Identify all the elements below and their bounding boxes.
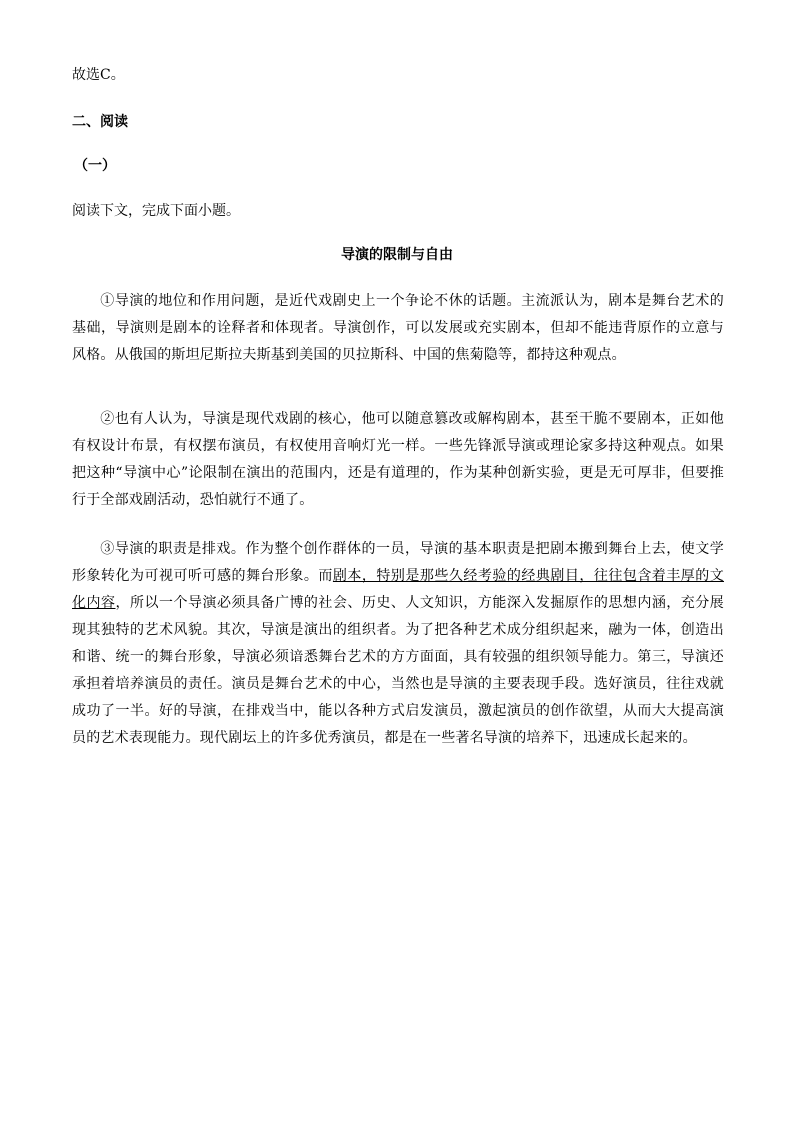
instruction-text: 阅读下文，完成下面小题。 [72, 203, 240, 219]
answer-line: 故选C。 [72, 67, 125, 83]
sub-heading: （一） [74, 158, 116, 174]
paragraph-1-text: ①导演的地位和作用问题，是近代戏剧史上一个争论不休的话题。主流派认为，剧本是舞台艺术的基础，导演则是剧本的诠释者和体现者。导演创作，可以发展或充实剧本，但却不能违背原作的立意与风格。从俄国的斯坦尼斯拉夫斯基到美国的贝拉斯科、中国的焦菊隐等，都持这种观点。 [72, 293, 724, 363]
article-paragraph-1 [72, 288, 724, 369]
paragraph-2-text: ②也有人认为，导演是现代戏剧的核心，他可以随意篡改或解构剧本，甚至干脆不要剧本，正如他有权设计布景，有权摆布演员，有权使用音响灯光一样。一些先锋派导演或理论家多持这种观点。如果把这种“导演中心”论限制在演出的范围内，还是有道理的，作为某种创新实验，更是无可厚非，但要推行于全部戏剧活动，恐怕就行不通了。 [72, 411, 724, 508]
paragraph-3-text-end: ，所以一个导演必须具备广博的社会、历史、人文知识，方能深入发掘原作的思想内涵，充分展现其独特的艺术风貌。其次，导演是演出的组织者。为了把各种艺术成分组织起来，融为一体，创造出和谐、统一的舞台形象，导演必须谙悉舞台艺术的方方面面，具有较强的组织领导能力。第三，导演还承担着培养演员的责任。演员是舞台艺术的中心，当然也是导演的主要表现手段。选好演员，往往戏就成功了一半。好的导演，在排戏当中，能以各种方式启发演员，激起演员的创作欲望，从而大大提高演员的艺术表现能力。现代剧坛上的许多优秀演员，都是在一些著名导演的培养下，迅速成长起来的。 [72, 595, 724, 746]
article-paragraph-2 [72, 406, 724, 514]
section-heading: 二、阅读 [72, 114, 128, 130]
paragraph-3-underlined-sentence: 剧本，特别是那些久经考验的经典剧目，往往包含着丰厚的文化内容 [72, 568, 724, 611]
article-paragraph-3 [72, 536, 724, 752]
paragraph-3-text-start: ③导演的职责是排戏。作为整个创作群体的一员，导演的基本职责是把剧本搬到舞台上去，使文学形象转化为可视可听可感的舞台形象。而 [72, 541, 724, 584]
article-title: 导演的限制与自由 [341, 247, 453, 263]
